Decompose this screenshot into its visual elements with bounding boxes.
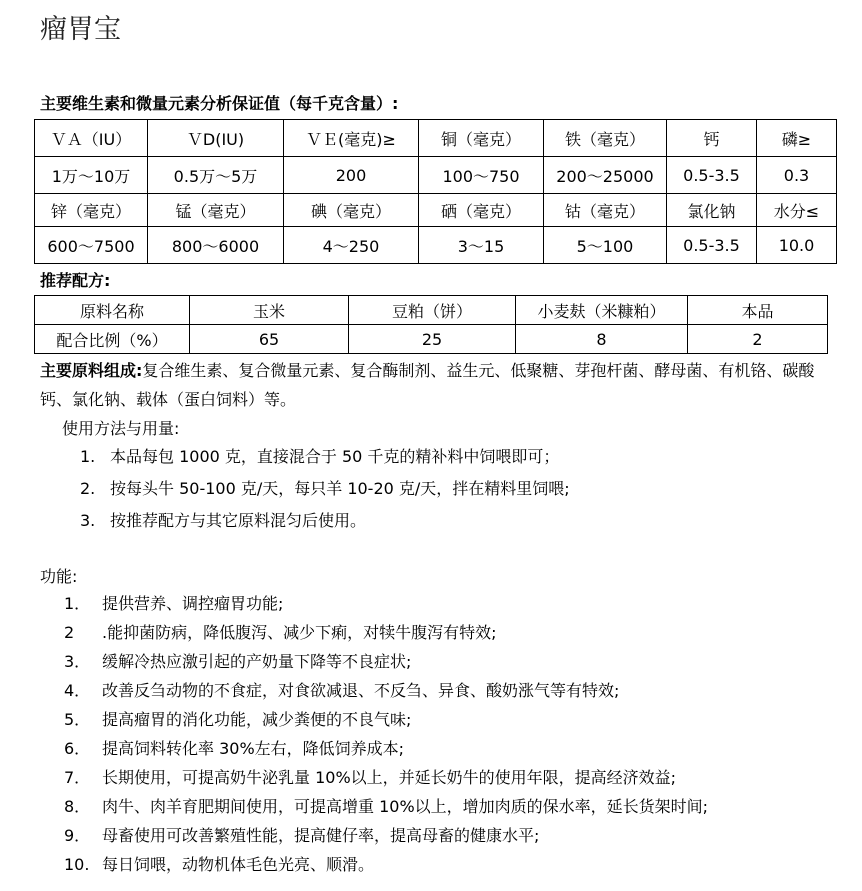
table-row xyxy=(35,157,837,194)
list-item xyxy=(64,825,708,854)
item-number: 2. xyxy=(80,479,96,498)
table-cell: 8 xyxy=(516,325,688,354)
table-cell: 磷≥ xyxy=(757,120,837,157)
item-number: 3. xyxy=(80,511,96,530)
list-item xyxy=(64,622,708,651)
table-cell: 200～25000 xyxy=(544,157,667,194)
list-item xyxy=(64,680,708,709)
table-cell: 5～100 xyxy=(544,227,667,264)
table-cell: 钴（毫克） xyxy=(544,194,667,227)
list-item xyxy=(64,796,708,825)
list-item xyxy=(64,738,708,767)
item-text: 按推荐配方与其它原料混匀后使用。 xyxy=(110,511,367,530)
item-number: 4． xyxy=(64,681,91,700)
table-cell: 硒（毫克） xyxy=(419,194,544,227)
table-cell: 锌（毫克） xyxy=(35,194,148,227)
item-number: 2 xyxy=(64,623,75,642)
item-text: 提供营养、调控瘤胃功能; xyxy=(102,594,284,613)
item-number: 9． xyxy=(64,826,91,845)
table-cell: 2 xyxy=(688,325,828,354)
functions-list xyxy=(64,593,708,883)
table-cell: 4～250 xyxy=(284,227,419,264)
table-cell: 10.0 xyxy=(757,227,837,264)
table-cell: ＶＡ（IU） xyxy=(35,120,148,157)
table-cell: 0.3 xyxy=(757,157,837,194)
item-number: 3． xyxy=(64,652,91,671)
item-text: 改善反刍动物的不食症，对食欲减退、不反刍、异食、酸奶涨气等有特效; xyxy=(102,681,620,700)
table-cell: 原料名称 xyxy=(35,296,190,325)
recipe-heading: 推荐配方: xyxy=(40,271,111,290)
item-text: 本品每包 1000 克，直接混合于 50 千克的精补料中饲喂即可； xyxy=(110,447,560,466)
table-cell: 配合比例（%） xyxy=(35,325,190,354)
page-title: 瘤胃宝 xyxy=(40,14,121,45)
table-cell: 600～7500 xyxy=(35,227,148,264)
table-cell: 本品 xyxy=(688,296,828,325)
table-row xyxy=(35,227,837,264)
table-row xyxy=(35,296,828,325)
table-row xyxy=(35,120,837,157)
list-item xyxy=(64,767,708,796)
item-number: 6． xyxy=(64,739,91,758)
recipe-table xyxy=(34,295,828,354)
item-text: 提高瘤胃的消化功能，减少粪便的不良气味; xyxy=(102,710,412,729)
composition-label: 主要原料组成: xyxy=(40,361,143,380)
list-item xyxy=(64,854,708,883)
table-cell: 100～750 xyxy=(419,157,544,194)
table-cell: 200 xyxy=(284,157,419,194)
item-text: 每日饲喂，动物机体毛色光亮、顺滑。 xyxy=(102,855,375,874)
table-row xyxy=(35,325,828,354)
item-text: .能抑菌防病，降低腹泻、减少下痢，对犊牛腹泻有特效; xyxy=(102,623,497,642)
table-cell: 豆粕（饼） xyxy=(349,296,516,325)
table-cell: 0.5-3.5 xyxy=(667,157,757,194)
item-text: 提高饲料转化率 30%左右，降低饲养成本; xyxy=(102,739,405,758)
item-number: 10. xyxy=(64,855,90,874)
table-cell: 碘（毫克） xyxy=(284,194,419,227)
composition-text: 复合维生素、复合微量元素、复合酶制剂、益生元、低聚糖、芽孢杆菌、酵母菌、有机铬、碳酸钙、氯化钠、载体（蛋白饲料）等。 xyxy=(40,361,815,409)
table-cell: 小麦麸（米糠粕） xyxy=(516,296,688,325)
item-text: 缓解冷热应激引起的产奶量下降等不良症状; xyxy=(102,652,412,671)
table-cell: 锰（毫克） xyxy=(148,194,284,227)
item-number: 1． xyxy=(64,594,91,613)
item-number: 7． xyxy=(64,768,91,787)
vitamin-table xyxy=(34,119,837,264)
list-item xyxy=(64,651,708,680)
list-item xyxy=(64,709,708,738)
table-cell: ＶＥ(毫克)≥ xyxy=(284,120,419,157)
item-number: 1. xyxy=(80,447,96,466)
item-text: 母畜使用可改善繁殖性能，提高健仔率，提高母畜的健康水平; xyxy=(102,826,540,845)
item-text: 按每头牛 50-100 克/天，每只羊 10-20 克/天，拌在精料里饲喂; xyxy=(110,479,570,498)
composition-paragraph xyxy=(40,356,840,414)
usage-list xyxy=(80,445,570,541)
table-cell: 钙 xyxy=(667,120,757,157)
table-cell: 3～15 xyxy=(419,227,544,264)
table-cell: 0.5-3.5 xyxy=(667,227,757,264)
item-number: 5． xyxy=(64,710,91,729)
table-cell: 氯化钠 xyxy=(667,194,757,227)
table-cell: 65 xyxy=(190,325,349,354)
vitamin-heading: 主要维生素和微量元素分析保证值（每千克含量）: xyxy=(40,94,399,113)
functions-heading: 功能: xyxy=(40,567,78,586)
table-cell: ＶD(IU) xyxy=(148,120,284,157)
table-row xyxy=(35,194,837,227)
table-cell: 水分≤ xyxy=(757,194,837,227)
item-text: 长期使用，可提高奶牛泌乳量 10%以上，并延长奶牛的使用年限，提高经济效益; xyxy=(102,768,677,787)
item-number: 8． xyxy=(64,797,91,816)
item-text: 肉牛、肉羊育肥期间使用，可提高增重 10%以上，增加肉质的保水率，延长货架时间; xyxy=(102,797,709,816)
list-item xyxy=(64,593,708,622)
list-item xyxy=(80,509,570,541)
table-cell: 0.5万～5万 xyxy=(148,157,284,194)
table-cell: 铁（毫克） xyxy=(544,120,667,157)
table-cell: 800～6000 xyxy=(148,227,284,264)
usage-heading: 使用方法与用量: xyxy=(62,419,180,438)
table-cell: 25 xyxy=(349,325,516,354)
table-cell: 1万～10万 xyxy=(35,157,148,194)
table-cell: 玉米 xyxy=(190,296,349,325)
list-item xyxy=(80,477,570,509)
table-cell: 铜（毫克） xyxy=(419,120,544,157)
list-item xyxy=(80,445,570,477)
